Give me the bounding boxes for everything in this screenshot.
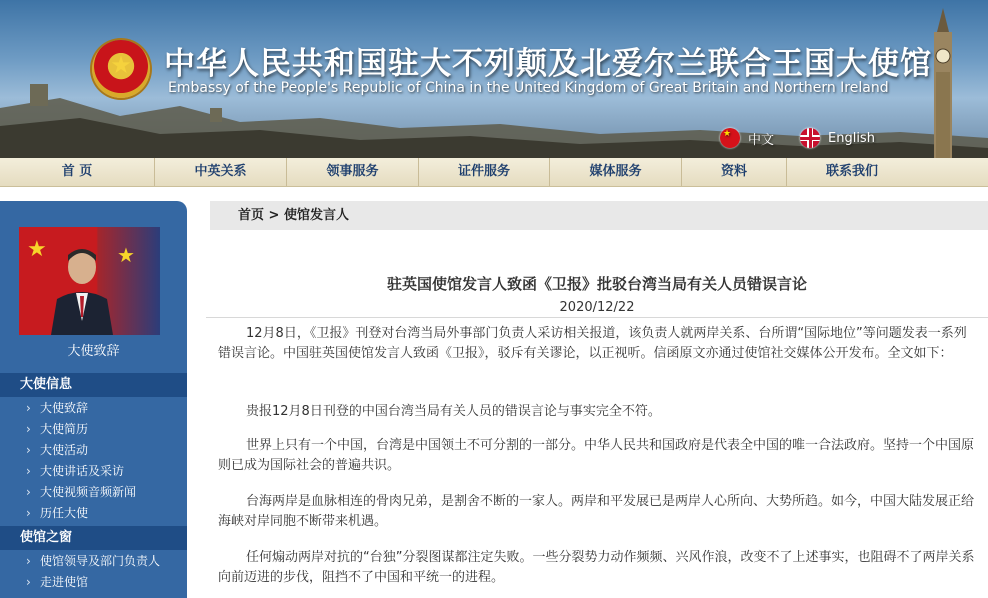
lang-en-link[interactable] <box>800 128 875 148</box>
lang-zh-link[interactable] <box>720 128 774 148</box>
ambassador-info-list <box>0 398 187 524</box>
main-nav <box>0 158 988 187</box>
article-date: 2020/12/22 <box>559 300 635 315</box>
flag-star-icon: ★ <box>27 237 47 262</box>
section-embassy-window[interactable]: 使馆之窗 <box>0 526 187 550</box>
lang-zh-label: 中文 <box>748 132 775 148</box>
breadcrumb <box>206 201 988 230</box>
sidebar-item-ambassador-activities[interactable]: › 大使活动 <box>0 440 187 461</box>
section-ambassador-info[interactable]: 大使信息 <box>0 373 187 397</box>
sidebar-item-speeches-interviews[interactable]: › 大使讲话及采访 <box>0 461 187 482</box>
breadcrumb-home[interactable]: 首页 <box>238 208 265 223</box>
article-paragraph: 世界上只有一个中国，台湾是中国领土不可分割的一部分。中华人民共和国政府是代表全中国的唯一合法政府。坚持一个中国原则已成为国际社会的普遍共识。 <box>218 438 975 473</box>
sidebar-item-former-ambassadors[interactable]: › 历任大使 <box>0 503 187 524</box>
china-flag-icon <box>720 128 740 148</box>
embassy-title-en: Embassy of the People's Republic of China in the United Kingdom of Great Britain and Northern Ireland <box>168 80 889 96</box>
article-paragraph: 任何煽动两岸对抗的“台独”分裂图谋都注定失败。一些分裂势力动作频频、兴风作浪，改变不了上述事实，也阻碍不了两岸关系向前迈进的步伐，阻挡不了中国和平统一的进程。 <box>218 550 975 585</box>
flag-star-icon: ★ <box>117 243 135 267</box>
lang-en-label: English <box>828 130 875 146</box>
national-emblem-icon: ★ <box>92 40 150 98</box>
nav-document-services[interactable]: 证件服务 <box>419 158 550 186</box>
sidebar-item-embassy-leaders[interactable]: › 使馆领导及部门负责人 <box>0 551 187 572</box>
ambassador-photo[interactable] <box>19 227 160 335</box>
nav-contact-us[interactable]: 联系我们 <box>825 164 878 179</box>
sidebar-item-about-embassy[interactable]: › 走进使馆 <box>0 572 187 593</box>
nav-consular-services[interactable]: 领事服务 <box>287 158 419 186</box>
sidebar-item-ambassador-remarks[interactable]: › 大使致辞 <box>0 398 187 419</box>
nav-home[interactable]: 首 页 <box>0 158 155 186</box>
nav-resources[interactable]: 资料 <box>682 158 787 186</box>
article-paragraph: 12月8日，《卫报》刊登对台湾当局外事部门负责人采访相关报道，该负责人就两岸关系、台所谓“国际地位”等问题发表一系列错误言论。中国驻英国使馆发言人致函《卫报》，驳斥有关谬论，以正视听。信函原文亦通过使馆社交媒体公开发布。全文如下： <box>218 326 967 361</box>
divider <box>206 317 988 318</box>
big-ben-icon <box>920 8 966 158</box>
header-banner <box>0 0 988 158</box>
article-paragraph: 贵报12月8日刊登的中国台湾当局有关人员的错误言论与事实完全不符。 <box>246 404 661 419</box>
sidebar-item-video-audio-news[interactable]: › 大使视频音频新闻 <box>0 482 187 503</box>
breadcrumb-current[interactable]: 使馆发言人 <box>283 208 349 223</box>
breadcrumb-separator: > <box>264 208 284 223</box>
sidebar-item-ambassador-bio[interactable]: › 大使简历 <box>0 419 187 440</box>
nav-media-services[interactable]: 媒体服务 <box>550 158 682 186</box>
ambassador-portrait <box>49 241 115 335</box>
uk-flag-icon <box>800 128 820 148</box>
article-title: 驻英国使馆发言人致函《卫报》批驳台湾当局有关人员错误言论 <box>386 275 807 293</box>
nav-china-uk-relations[interactable]: 中英关系 <box>155 158 287 186</box>
embassy-title-zh: 中华人民共和国驻大不列颠及北爱尔兰联合王国大使馆 <box>164 46 932 82</box>
ambassador-caption[interactable]: 大使致辞 <box>67 344 120 359</box>
embassy-window-list <box>0 551 187 593</box>
sidebar <box>0 201 187 598</box>
article-paragraph: 台海两岸是血脉相连的骨肉兄弟，是割舍不断的一家人。两岸和平发展已是两岸人心所向、大势所趋。如今，中国大陆发展正给海峡对岸同胞不断带来机遇。 <box>218 494 975 529</box>
